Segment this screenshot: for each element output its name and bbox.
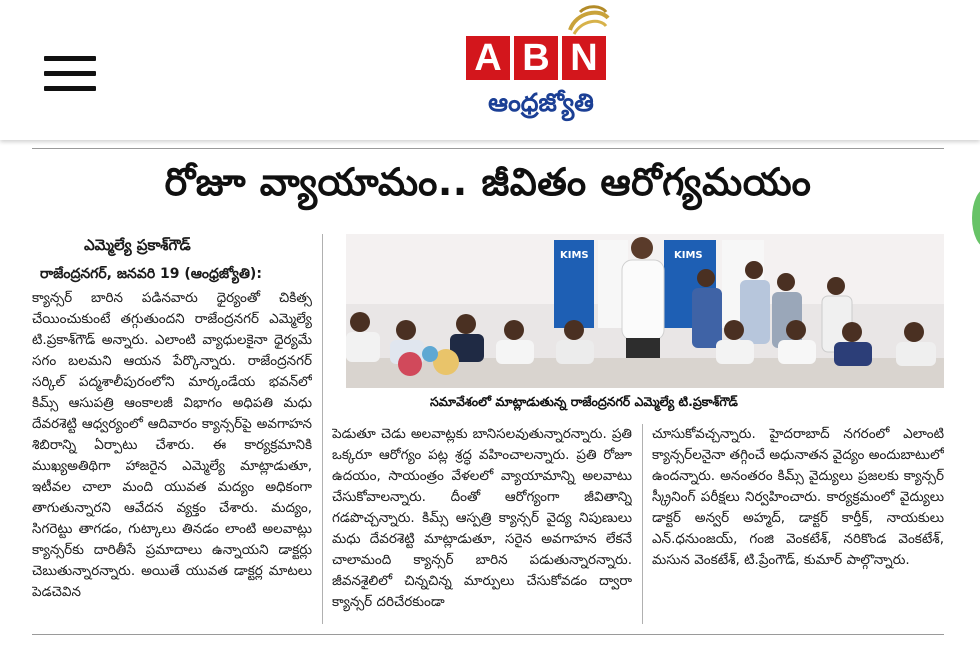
floating-edge-handle[interactable] xyxy=(972,188,980,248)
article-column-1: క్యాన్సర్ బారిన పడినవారు ధైర్యంతో చికిత్స చేయించుకుంటే తగ్గుతుందని రాజేంద్రనగర్ ఎమ్మెల్యే టి.ప్రకాశ్‌గౌడ్ అన్నారు. ఎలాంటి వ్యాధులకైనా ధైర్యమే సగం బలమని ఆయన పేర్కొన్నారు. రాజేంద్రనగర్ సర్కిల్ పద్మశాలీపురంలోని మార్కండేయ భవన్‌లో కిమ్స్ ఆసుపత్రి ఆంకాలజీ విభాగం అధిపతి మధు దేవరశెట్టి ఆధ్వర్యంలో ఆదివారం క్యాన్సర్‌పై అవగాహన శిబిరాన్ని ఏర్పాటు చేశారు. ఈ కార్యక్రమానికి ముఖ్యఅతిథిగా హాజరైన ఎమ్మెల్యే మాట్లాడుతూ, ఇటీవల చాలా మంది యువత మద్యం అధికంగా తాగుతున్నారని ఆవేదన వ్యక్తం చేశారు. మద్యం, సిగరెట్టు తాగడం, గుట్కాలు తినడం లాంటి అలవాట్లు క్యాన్సర్‌కు దారితీసే ప్రమాదాలు ఉన్నాయని డాక్టర్లు చెబుతున్నారన్నారు. అయితే యువత డాక్టర్ల మాటలు పెడచెవిన xyxy=(32,290,312,600)
article-dateline: రాజేంద్రనగర్, జనవరి 19 (ఆంధ్రజ్యోతి): xyxy=(40,266,262,282)
article-column-3: చూసుకోవచ్చన్నారు. హైదరాబాద్ నగరంలో ఎలాంటి క్యాన్సర్‌లనైనా తగ్గించే అధునాతన వైద్యం అందుబాటులో ఉందన్నారు. అనంతరం కిమ్స్ వైద్యులు ప్రజలకు క్యాన్సర్ స్క్రీనింగ్ పరీక్షలు నిర్వహించారు. కార్యక్రమంలో వైద్యులు డాక్టర్ అన్వర్ అహ్మద్, డాక్టర్ కార్తీక్, నాయకులు ఎన్.ధనుంజయ్, గంజి వెంకటేశ్, నరికొండ వెంకటేశ్, మసున వెంకటేశ్, టి.ప్రేంగౌడ్, కుమార్ పాల్గొన్నారు. xyxy=(652,426,944,568)
event-photo-illustration xyxy=(346,234,944,388)
article-byline: ఎమ్మెల్యే ప్రకాశ్‌గౌడ్ xyxy=(84,236,191,254)
logo-letters xyxy=(466,36,606,80)
menu-bar xyxy=(44,56,96,61)
news-clipping xyxy=(32,148,944,640)
photo-caption: సమావేశంలో మాట్లాడుతున్న రాజేంద్రనగర్ ఎమ్మెల్యే టి.ప్రకాశ్‌గౌడ్ xyxy=(430,394,738,409)
clipping-bottom-rule xyxy=(32,634,944,635)
hamburger-menu-icon[interactable] xyxy=(44,54,96,94)
logo-letter-a: A xyxy=(466,36,510,80)
banner-text: KIMS xyxy=(674,250,703,261)
menu-bar xyxy=(44,86,96,91)
clipping-top-rule xyxy=(32,148,944,149)
article-headline: రోజూ వ్యాయామం.. జీవితం ఆరోగ్యమయం xyxy=(164,160,812,204)
abn-andhrajyothy-logo[interactable] xyxy=(466,4,616,128)
logo-swirl-icon xyxy=(566,4,612,38)
menu-bar xyxy=(44,71,96,76)
logo-letter-b: B xyxy=(514,36,558,80)
logo-subtitle: ఆంధ్రజ్యోతి xyxy=(488,88,594,117)
article-column-2: పెడుతూ చెడు అలవాట్లకు బానిసలవుతున్నారన్నారు. ప్రతి ఒక్కరూ ఆరోగ్యం పట్ల శ్రద్ధ వహించాలన్నారు. ప్రతి రోజూ ఉదయం, సాయంత్రం వేళలలో వ్యాయామాన్ని అలవాటు చేసుకోవాలన్నారు. దీంతో ఆరోగ్యంగా జీవితాన్ని గడపొచ్చన్నారు. కిమ్స్ ఆస్పత్రి క్యాన్సర్ వైద్య నిపుణులు మధు దేవరశెట్టి మాట్లాడుతూ, సరైన అవగాహన లేకనే చాలామంది క్యాన్సర్ బారిన పడుతున్నారన్నారు. జీవనశైలిలో చిన్నచిన్న మార్పులు చేసుకోవడం ద్వారా క్యాన్సర్ దరిచేరకుండా xyxy=(332,426,632,610)
app-header xyxy=(0,0,980,140)
article-photo xyxy=(346,234,944,388)
logo-letter-n: N xyxy=(562,36,606,80)
column-divider xyxy=(322,234,323,624)
column-divider xyxy=(642,424,643,624)
banner-text: KIMS xyxy=(560,250,589,261)
